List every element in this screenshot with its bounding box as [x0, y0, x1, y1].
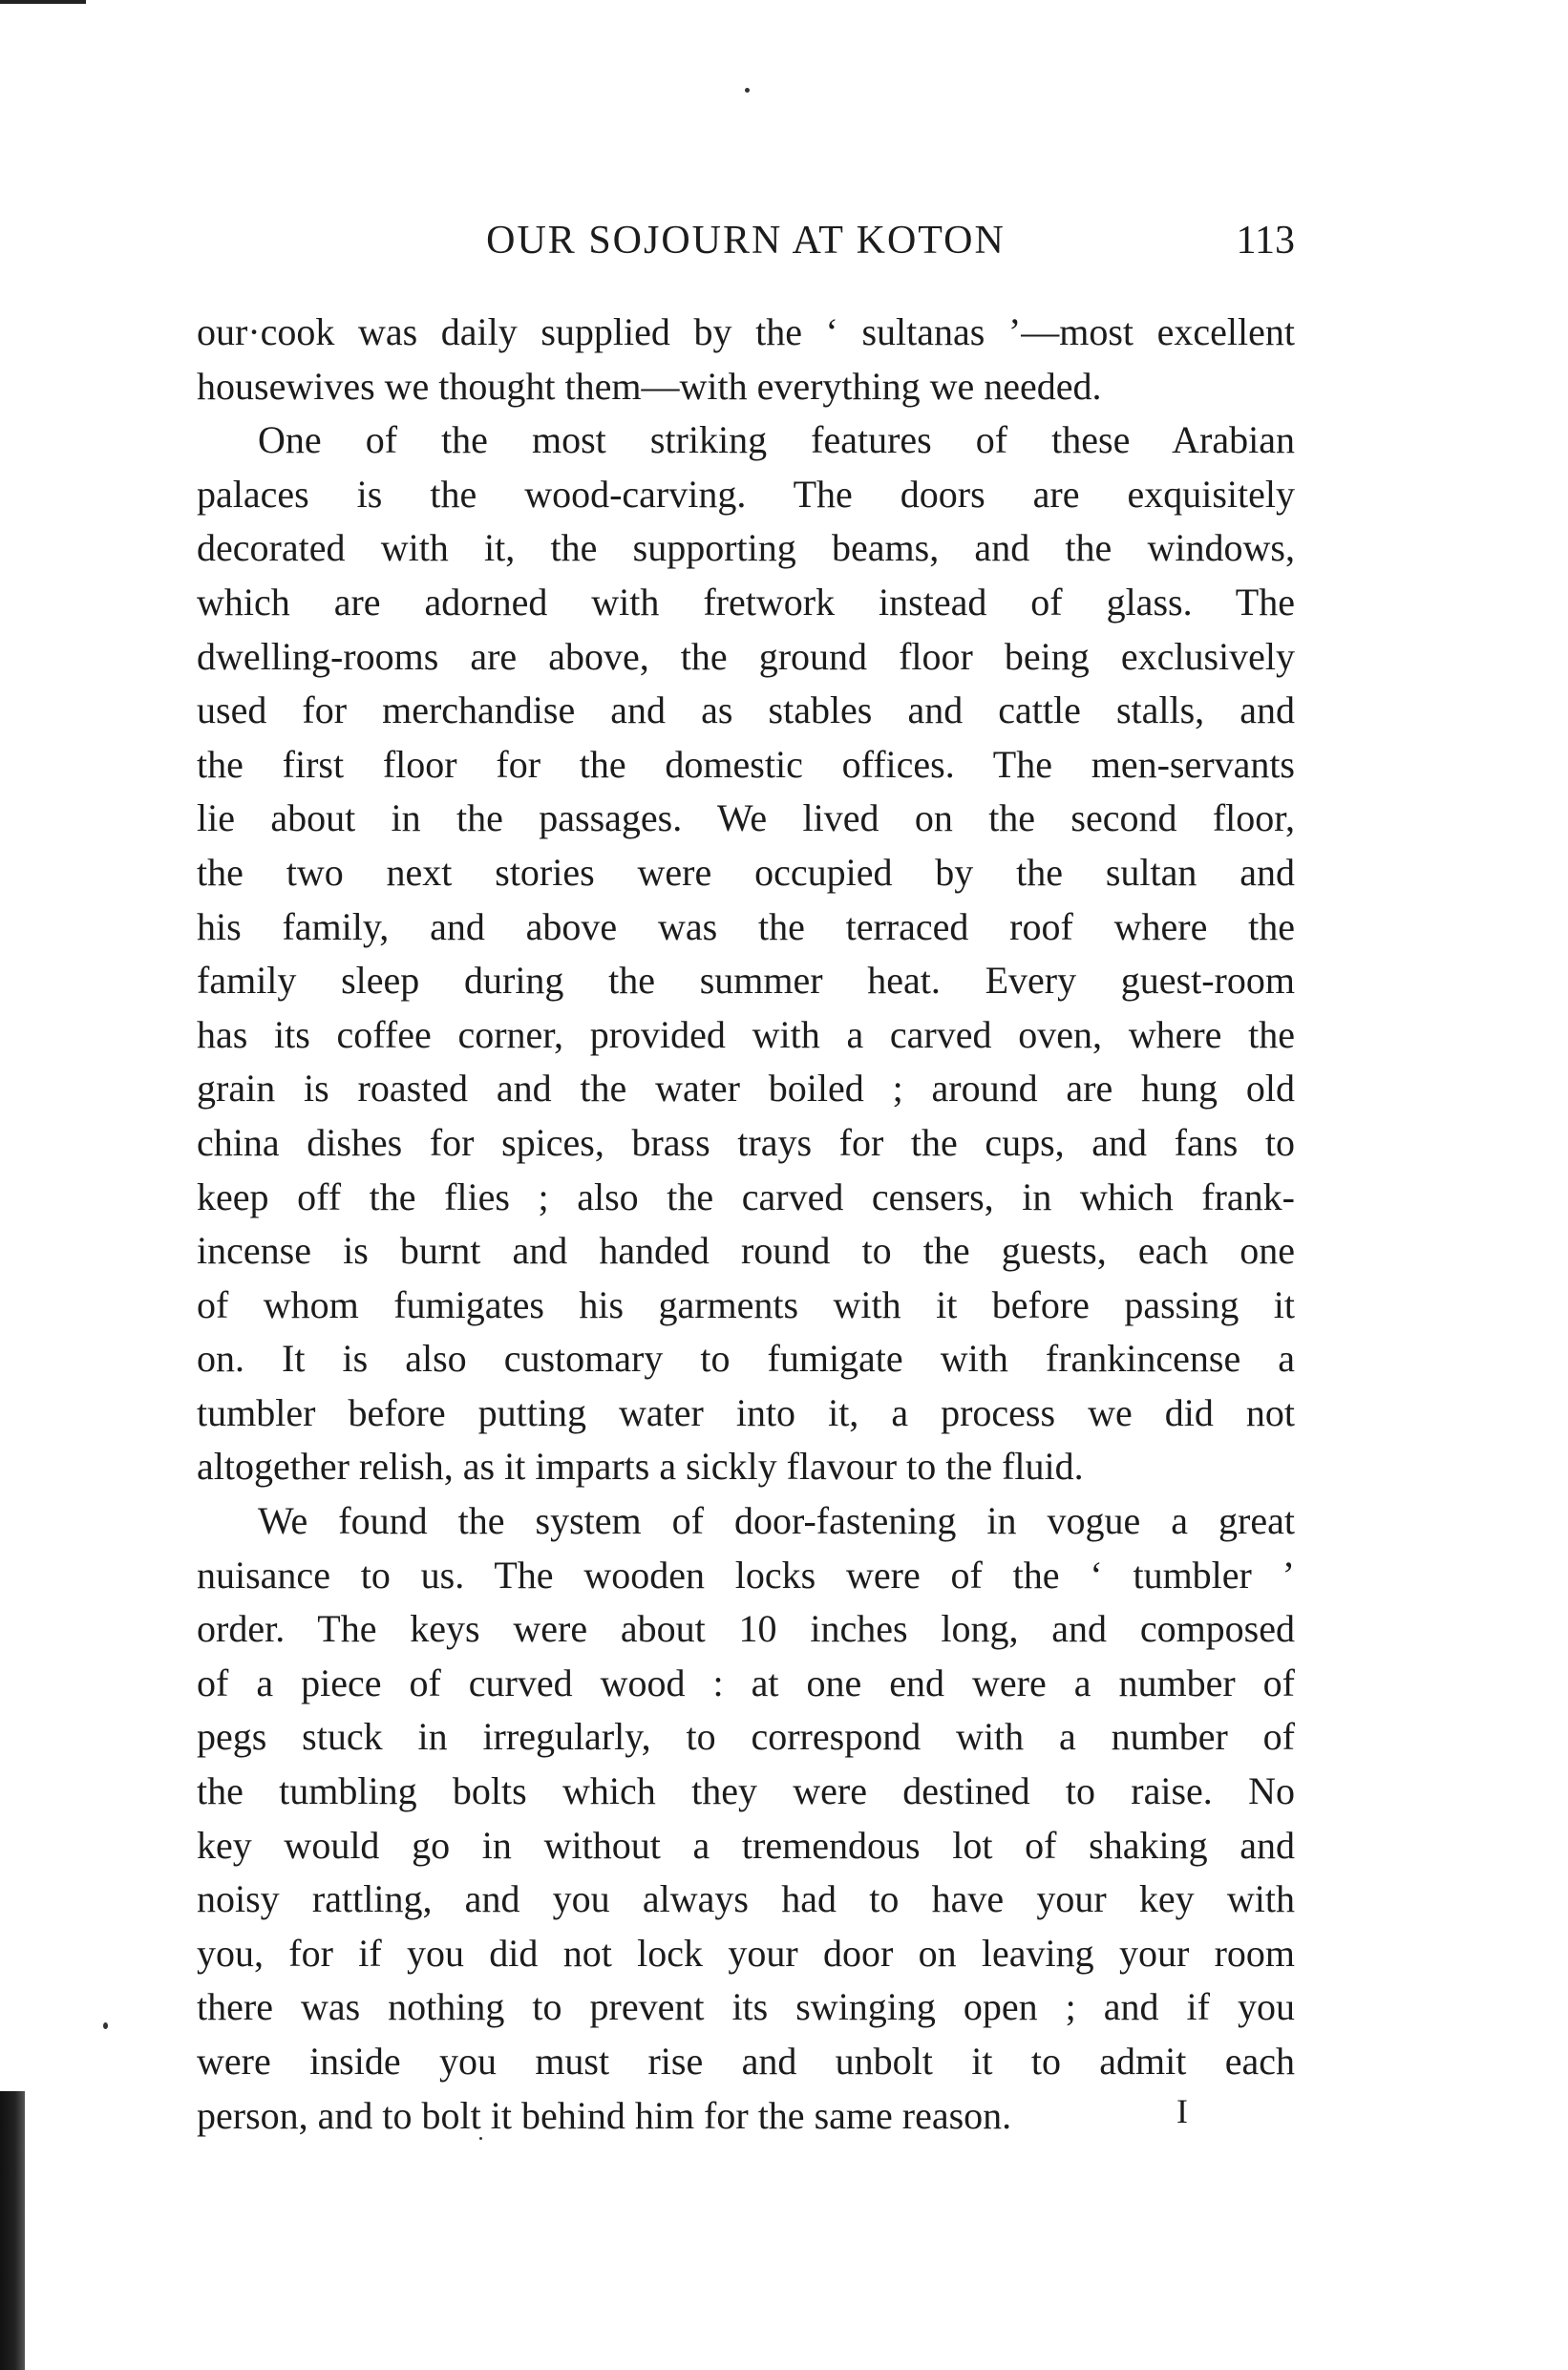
text-line: there was nothing to prevent its swinging open ; and if you	[197, 1985, 1295, 2029]
text-line: china dishes for spices, brass trays for the cups, and fans to	[197, 1120, 1295, 1164]
scan-speck	[745, 88, 750, 93]
text-line: order. The keys were about 10 inches long, and composed	[197, 1607, 1295, 1651]
text-line: the two next stories were occupied by the sultan and	[197, 850, 1295, 894]
text-line: We found the system of door-fastening in vogue a great	[258, 1499, 1295, 1543]
text-line: the first floor for the domestic offices. The men-servants	[197, 742, 1295, 786]
signature-mark: I	[1176, 2092, 1188, 2130]
text-line: dwelling-rooms are above, the ground floor being exclusively	[197, 634, 1295, 678]
text-line: keep off the flies ; also the carved censers, in which frank-	[197, 1174, 1295, 1218]
running-title: OUR SOJOURN AT KOTON	[486, 219, 1006, 263]
text-line: his family, and above was the terraced roof where the	[197, 904, 1295, 948]
text-line: person, and to bolt it behind him for the same reason.	[197, 2093, 1012, 2137]
text-line: our·cook was daily supplied by the ‘ sultanas ’—most excellent	[197, 310, 1295, 353]
text-line: nuisance to us. The wooden locks were of the ‘ tumbler ’	[197, 1553, 1295, 1597]
text-line: on. It is also customary to fumigate with frankincense a	[197, 1337, 1295, 1381]
text-line: housewives we thought them—with everything we needed.	[197, 364, 1102, 408]
page-number: 113	[1236, 219, 1295, 263]
text-line: has its coffee corner, provided with a carved oven, where the	[197, 1012, 1295, 1056]
text-line: you, for if you did not lock your door on leaving your room	[197, 1931, 1295, 1975]
scan-edge-shadow	[0, 2091, 25, 2370]
text-line: used for merchandise and as stables and cattle stalls, and	[197, 688, 1295, 732]
text-line: key would go in without a tremendous lot of shaking and	[197, 1823, 1295, 1867]
text-line: palaces is the wood-carving. The doors are exquisitely	[197, 472, 1295, 516]
text-line: incense is burnt and handed round to the guests, each one	[197, 1229, 1295, 1273]
text-line: the tumbling bolts which they were destined to raise. No	[197, 1769, 1295, 1813]
text-line: altogether relish, as it imparts a sickly flavour to the fluid.	[197, 1445, 1084, 1489]
text-line: pegs stuck in irregularly, to correspond with a number of	[197, 1715, 1295, 1759]
text-line: were inside you must rise and unbolt it to admit each	[197, 2040, 1295, 2083]
text-line: lie about in the passages. We lived on the second floor,	[197, 796, 1295, 840]
text-line: family sleep during the summer heat. Every guest-room	[197, 959, 1295, 1003]
text-line: grain is roasted and the water boiled ; around are hung old	[197, 1067, 1295, 1111]
text-line: which are adorned with fretwork instead of glass. The	[197, 580, 1295, 624]
text-line: noisy rattling, and you always had to have your key with	[197, 1877, 1295, 1921]
text-line: of a piece of curved wood : at one end were a number of	[197, 1661, 1295, 1704]
text-line: of whom fumigates his garments with it before passing it	[197, 1282, 1295, 1326]
text-line: tumbler before putting water into it, a process we did not	[197, 1390, 1295, 1434]
scan-corner-mark	[0, 0, 86, 4]
text-line: One of the most striking features of these Arabian	[258, 418, 1295, 462]
body-text	[197, 306, 1295, 2143]
running-header	[197, 218, 1295, 285]
text-line: decorated with it, the supporting beams, and the windows,	[197, 526, 1295, 570]
scan-speck	[103, 2022, 108, 2029]
